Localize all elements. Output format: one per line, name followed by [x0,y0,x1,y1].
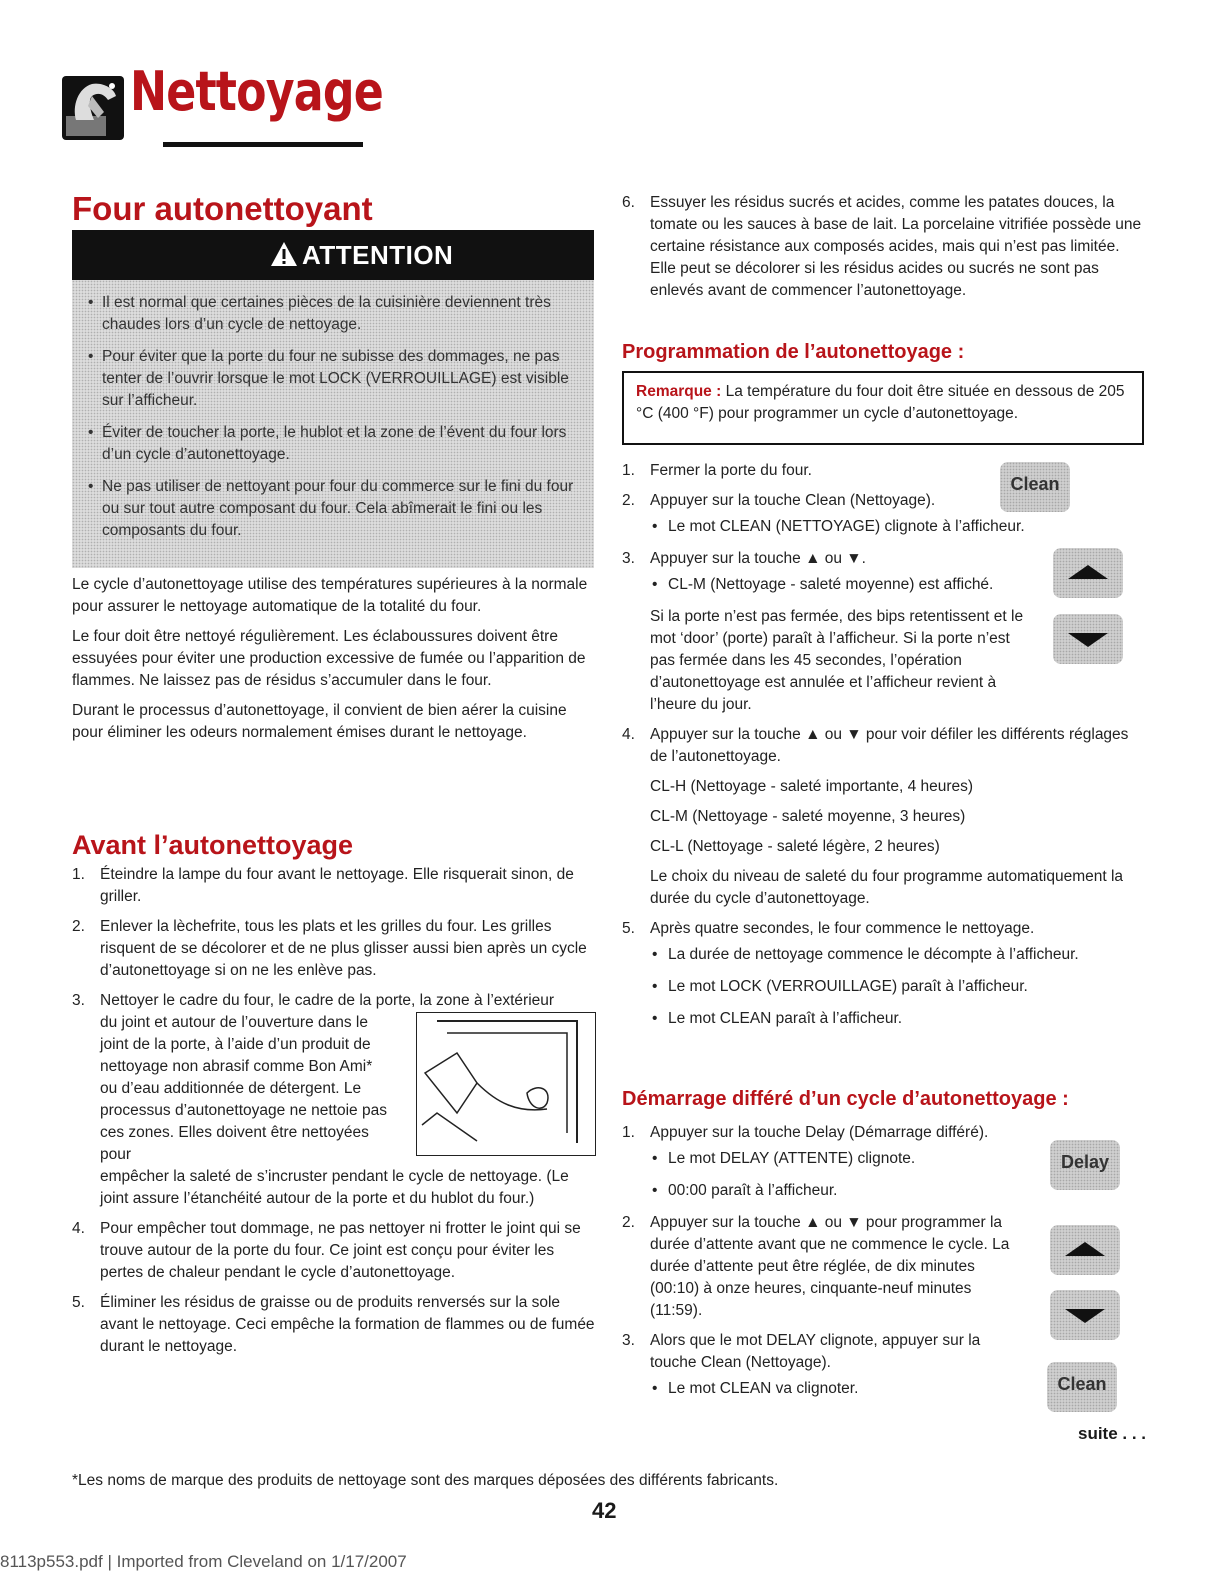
footnote: *Les noms de marque des produits de nettoyage sont des marques déposées des différents fabricants. [72,1472,779,1489]
warning-icon [270,241,298,267]
down-arrow-key-icon [1050,1290,1120,1340]
header-rule [163,142,363,147]
down-arrow-key-icon [1053,614,1123,664]
attention-item: • Ne pas utiliser de nettoyant pour four du commerce sur le fini du four ou sur tout autre composant du four. Cela abîmerait le fini ou les composants du four. [102,476,576,542]
continued-label: suite . . . [1078,1424,1147,1443]
attention-item: • Pour éviter que la porte du four ne subisse des dommages, ne pas tenter de l’ouvrir lorsque le mot LOCK (VERROUILLAGE) est visible sur l’afficheur. [102,346,576,412]
intro-paragraph: Le cycle d’autonettoyage utilise des températures supérieures à la normale pour assurer le nettoyage automatique de la totalité du four. [72,576,588,615]
delay-step-3: 3. Alors que le mot DELAY clignote, appuyer sur la touche Clean (Nettoyage). • Le mot CLEAN va clignoter. [622,1330,1147,1400]
delay-step-1: 1. Appuyer sur la touche Delay (Démarrage différé). • Le mot DELAY (ATTENTE) clignote. • 00:00 paraît à l’afficheur. [622,1122,1147,1202]
intro-paragraph: Durant le processus d’autonettoyage, il convient de bien aérer la cuisine pour éliminer les odeurs normalement émises durant le nettoyage. [72,702,567,741]
intro-text [72,574,592,752]
delayed-start-title: Démarrage différé d’un cycle d’autonettoyage : [622,1088,1069,1110]
avant-step-1: 1. Éteindre la lampe du four avant le nettoyage. Elle risquerait sinon, de griller. [72,866,574,905]
page-number: 42 [592,1498,617,1523]
prog-step-3: 3. Appuyer sur la touche ▲ ou ▼. • CL-M (Nettoyage - saleté moyenne) est affiché. Si la porte n’est pas fermée, des bips retentissent et le mot ‘door’ (porte) paraît à l’afficheur. Si la porte n’est pas fermée dans les 45 secondes, l’opération d’autonettoyage est annulée et l’afficheur revient à l’heure du jour. [622,548,1147,716]
programming-steps [622,460,1147,1040]
delay-key-icon: Delay [1050,1140,1120,1190]
note-text: La température du four doit être située en dessous de 205 °C (400 °F) pour programmer un cycle d’autonettoyage. [636,383,1125,422]
avant-step-3: 3. Nettoyer le cadre du four, le cadre de la porte, la zone à l’extérieur du joint et autour de l’ouverture dans le joint de la porte, à l’aide d’un produit de nettoyage non abrasif comme Bon Ami* ou d’eau additionnée de détergent. Le processus d’autonettoyage ne nettoie pas ces zones. Elles doivent être nettoyées pour empêcher la saleté de s’incruster pendant le cycle de nettoyage. (Le joint assure l’étanchéité autour de la porte et du hublot du four.) [72,992,569,1207]
avant-step-4: 4. Pour empêcher tout dommage, ne pas nettoyer ni frotter le joint qui se trouve autour de la porte du four. Ce joint est conçu pour éviter les pertes de chaleur pendant le cycle d’autonettoyage. [72,1220,581,1281]
cleaning-hand-icon [62,76,124,140]
prog-step-2: 2. Appuyer sur la touche Clean (Nettoyage). • Le mot CLEAN (NETTOYAGE) clignote à l’afficheur. [622,490,1147,538]
attention-item: • Éviter de toucher la porte, le hublot et la zone de l’évent du four lors d’un cycle d’autonettoyage. [102,422,576,466]
note-label: Remarque : [636,383,722,400]
oven-door-cleaning-illustration [416,1012,596,1156]
clean-key-icon: Clean [1047,1362,1117,1412]
step-6: 6. Essuyer les résidus sucrés et acides, comme les patates douces, la tomate ou les sauces à base de lait. La porcelaine vitrifiée possède une certaine résistance aux composés acides, mais qui n’est pas limitée. Elle peut se décolorer si les résidus acides ou sucrés ne sont pas enlevés avant de commencer l’autonettoyage. [622,194,1142,299]
avant-title: Avant l’autonettoyage [72,830,354,860]
attention-label: ATTENTION [302,240,454,270]
note-box [622,371,1144,445]
delay-step-2: 2. Appuyer sur la touche ▲ ou ▼ pour programmer la durée d’attente avant que ne commence le cycle. La durée d’attente peut être réglée, de dix minutes (00:10) à onze heures, cinquante-neuf minutes (11:59). [622,1214,1010,1319]
attention-item: • Il est normal que certaines pièces de la cuisinière deviennent très chaudes lors d’un cycle de nettoyage. [102,292,576,336]
up-arrow-key-icon [1053,548,1123,598]
avant-step-5: 5. Éliminer les résidus de graisse ou de produits renversés sur la sole avant le nettoyage. Ceci empêche la formation de flammes ou de fumée durant le nettoyage. [72,1294,595,1355]
section-title: Four autonettoyant [72,190,373,227]
import-note: 8113p553.pdf | Imported from Cleveland on 1/17/2007 [0,1552,407,1571]
prog-step-4: 4. Appuyer sur la touche ▲ ou ▼ pour voir défiler les différents réglages de l’autonettoyage. CL-H (Nettoyage - saleté importante, 4 heures) CL-M (Nettoyage - saleté moyenne, 3 heures) CL-L (Nettoyage - saleté légère, 2 heures) Le choix du niveau de saleté du four programme automatiquement la durée du cycle d’autonettoyage. [622,726,1129,907]
intro-paragraph: Le four doit être nettoyé régulièrement. Les éclaboussures doivent être essuyées pour éviter une production excessive de fumée ou l’apparition de flammes. Ne laissez pas de résidus s’accumuler dans le four. [72,628,586,689]
up-arrow-key-icon [1050,1225,1120,1275]
avant-step-2: 2. Enlever la lèchefrite, tous les plats et les grilles du four. Les grilles risquent de se décolorer et de ne plus glisser aussi bien après un cycle d’autonettoyage si on ne les enlève pas. [72,918,587,979]
attention-box [72,280,594,568]
attention-banner [72,230,594,280]
prog-step-5: 5. Après quatre secondes, le four commence le nettoyage. • La durée de nettoyage commence le décompte à l’afficheur. • Le mot LOCK (VERROUILLAGE) paraît à l’afficheur. • Le mot CLEAN paraît à l’afficheur. [622,918,1147,1030]
programming-title: Programmation de l’autonettoyage : [622,341,965,363]
prog-step-1: 1. Fermer la porte du four. [622,462,812,479]
header-title: Nettoyage [130,60,383,123]
clean-key-icon: Clean [1000,462,1070,512]
